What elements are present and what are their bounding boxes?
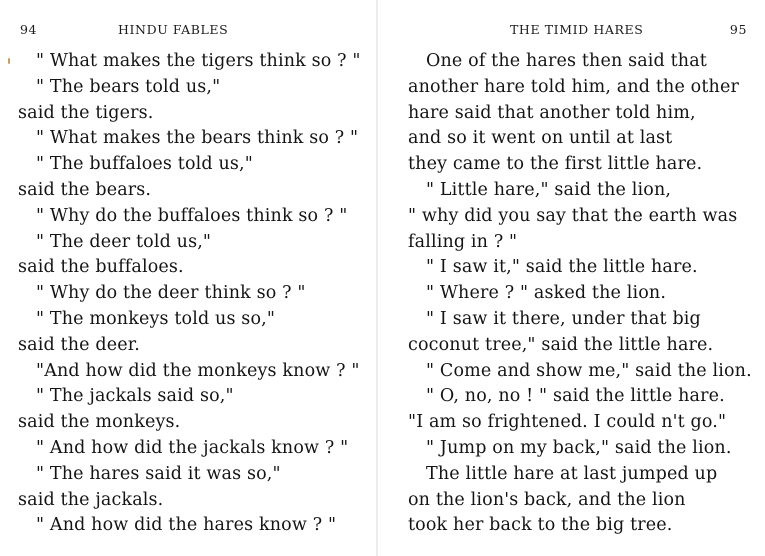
- text-line: " And how did the jackals know ? ": [36, 437, 349, 458]
- text-line: said the jackals.: [18, 489, 164, 510]
- text-line: said the tigers.: [18, 102, 154, 123]
- text-line: and so it went on until at last: [408, 128, 673, 149]
- page-text: [408, 49, 752, 539]
- text-line: hare said that another told him,: [408, 102, 696, 123]
- text-line: " O, no, no ! " said the little hare.: [426, 386, 725, 407]
- text-line: falling in ? ": [408, 231, 518, 252]
- text-line: said the buffaloes.: [18, 257, 184, 278]
- text-line: " The buffaloes told us,": [36, 154, 253, 175]
- text-line: " The jackals said so,": [36, 386, 234, 407]
- text-line: another hare told him, and the other: [408, 76, 739, 97]
- running-head: THE TIMID HARES: [510, 22, 644, 37]
- text-line: " Come and show me," said the lion.: [426, 360, 752, 381]
- text-line: "And how did the monkeys know ? ": [36, 360, 360, 381]
- text-line: " The hares said it was so,": [36, 463, 281, 484]
- text-line: " Where ? " asked the lion.: [426, 283, 667, 304]
- text-line: said the bears.: [18, 179, 152, 200]
- text-line: One of the hares then said that: [426, 51, 707, 71]
- page-text: [18, 49, 368, 539]
- text-line: " Why do the deer think so ? ": [36, 283, 306, 304]
- text-line: " The bears told us,": [36, 76, 221, 97]
- text-line: coconut tree," said the little hare.: [408, 334, 714, 355]
- text-line: The little hare at last jumped up: [426, 463, 718, 484]
- text-line: " why did you say that the earth was: [408, 205, 738, 226]
- right-page: [378, 0, 765, 556]
- text-line: " And how did the hares know ? ": [36, 515, 337, 536]
- text-line: said the deer.: [18, 334, 141, 355]
- text-line: took her back to the big tree.: [408, 515, 673, 536]
- text-line: " What makes the bears think so ? ": [36, 128, 359, 149]
- text-line: " The monkeys told us so,": [36, 308, 276, 329]
- text-line: "I am so frightened. I could n't go.": [408, 412, 727, 433]
- margin-mark: [8, 58, 10, 64]
- text-line: " Why do the buffaloes think so ? ": [36, 205, 348, 226]
- running-head: HINDU FABLES: [118, 22, 229, 37]
- left-page: [0, 0, 378, 556]
- text-line: on the lion's back, and the lion: [408, 489, 686, 510]
- text-line: " Little hare," said the lion,: [426, 179, 672, 200]
- text-line: " The deer told us,": [36, 231, 212, 252]
- text-line: " Jump on my back," said the lion.: [426, 437, 732, 458]
- text-line: they came to the first little hare.: [408, 154, 703, 175]
- text-line: " I saw it there, under that big: [426, 308, 701, 329]
- page-number: 94: [20, 22, 38, 37]
- text-line: " I saw it," said the little hare.: [426, 257, 698, 278]
- text-line: said the monkeys.: [18, 412, 181, 433]
- page-number: 95: [729, 22, 747, 37]
- text-line: " What makes the tigers think so ? ": [36, 51, 361, 71]
